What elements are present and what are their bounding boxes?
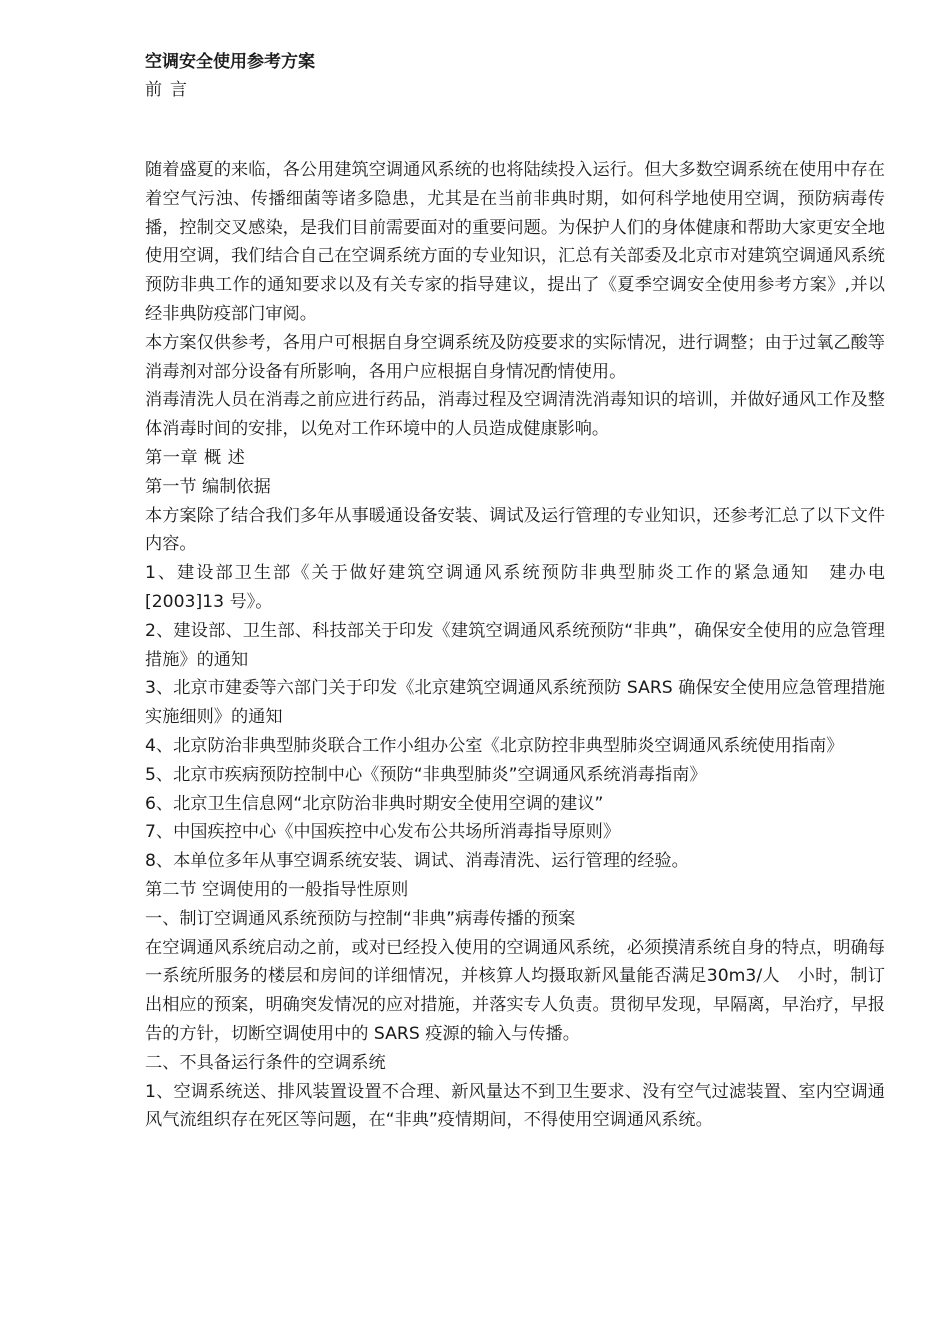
paragraph-references-intro: 本方案除了结合我们多年从事暖通设备安装、调试及运行管理的专业知识，还参考汇总了以下文件内容。 xyxy=(145,505,885,555)
document-body xyxy=(145,156,885,1135)
paragraph-restriction: 1、空调系统送、排风装置设置不合理、新风量达不到卫生要求、没有空气过滤装置、室内空调通风气流组织存在死区等问题，在“非典”疫情期间，不得使用空调通风系统。 xyxy=(145,1081,885,1131)
subsection-heading: 一、制订空调通风系统预防与控制“非典”病毒传播的预案 xyxy=(145,908,576,929)
paragraph-plan: 在空调通风系统启动之前，或对已经投入使用的空调通风系统，必须摸清系统自身的特点，明确每一系统所服务的楼层和房间的详细情况，并核算人均摄取新风量能否满足30m3/人 小时，制订出相应的预案，明确突发情况的应对措施，并落实专人负责。贯彻早发现，早隔离，早治疗，早报告的方针，切断空调使用中的 SARS 疫源的输入与传播。 xyxy=(145,937,885,1044)
reference-item: 5、北京市疾病预防控制中心《预防“非典型肺炎”空调通风系统消毒指南》 xyxy=(145,764,707,785)
paragraph-scope: 本方案仅供参考，各用户可根据自身空调系统及防疫要求的实际情况，进行调整；由于过氧乙酸等消毒剂对部分设备有所影响，各用户应根据自身情况酌情使用。 xyxy=(145,332,885,382)
reference-item: 1、建设部卫生部《关于做好建筑空调通风系统预防非典型肺炎工作的紧急通知 建办电[2003]13 号》。 xyxy=(145,563,885,612)
document-page xyxy=(145,48,885,1135)
reference-item: 8、本单位多年从事空调系统安装、调试、消毒清洗、运行管理的经验。 xyxy=(145,851,689,872)
reference-item: 2、建设部、卫生部、科技部关于印发《建筑空调通风系统预防“非典”，确保安全使用的应急管理措施》的通知 xyxy=(145,620,885,670)
section-heading: 第二节 空调使用的一般指导性原则 xyxy=(145,879,409,900)
reference-item: 7、中国疾控中心《中国疾控中心发布公共场所消毒指导原则》 xyxy=(145,822,621,843)
paragraph-training: 消毒清洗人员在消毒之前应进行药品，消毒过程及空调清洗消毒知识的培训，并做好通风工作及整体消毒时间的安排，以免对工作环境中的人员造成健康影响。 xyxy=(145,390,885,440)
reference-item: 3、北京市建委等六部门关于印发《北京建筑空调通风系统预防 SARS 确保安全使用应急管理措施实施细则》的通知 xyxy=(145,678,885,728)
reference-item: 6、北京卫生信息网“北京防治非典时期安全使用空调的建议” xyxy=(145,793,604,814)
section-heading: 第一节 编制依据 xyxy=(145,476,271,497)
preface-heading: 前言 xyxy=(145,80,195,100)
document-title: 空调安全使用参考方案 xyxy=(145,52,315,72)
subsection-heading: 二、不具备运行条件的空调系统 xyxy=(145,1052,386,1073)
reference-item: 4、北京防治非典型肺炎联合工作小组办公室《北京防控非典型肺炎空调通风系统使用指南》 xyxy=(145,735,844,756)
paragraph-intro: 随着盛夏的来临，各公用建筑空调通风系统的也将陆续投入运行。但大多数空调系统在使用中存在着空气污浊、传播细菌等诸多隐患，尤其是在当前非典时期，如何科学地使用空调，预防病毒传播，控制交叉感染，是我们目前需要面对的重要问题。为保护人们的身体健康和帮助大家更安全地使用空调，我们结合自己在空调系统方面的专业知识，汇总有关部委及北京市对建筑空调通风系统预防非典工作的通知要求以及有关专家的指导建议，提出了《夏季空调安全使用参考方案》,并以经非典防疫部门审阅。 xyxy=(145,160,885,324)
blank-space xyxy=(145,104,885,156)
chapter-heading: 第一章 概 述 xyxy=(145,447,246,468)
